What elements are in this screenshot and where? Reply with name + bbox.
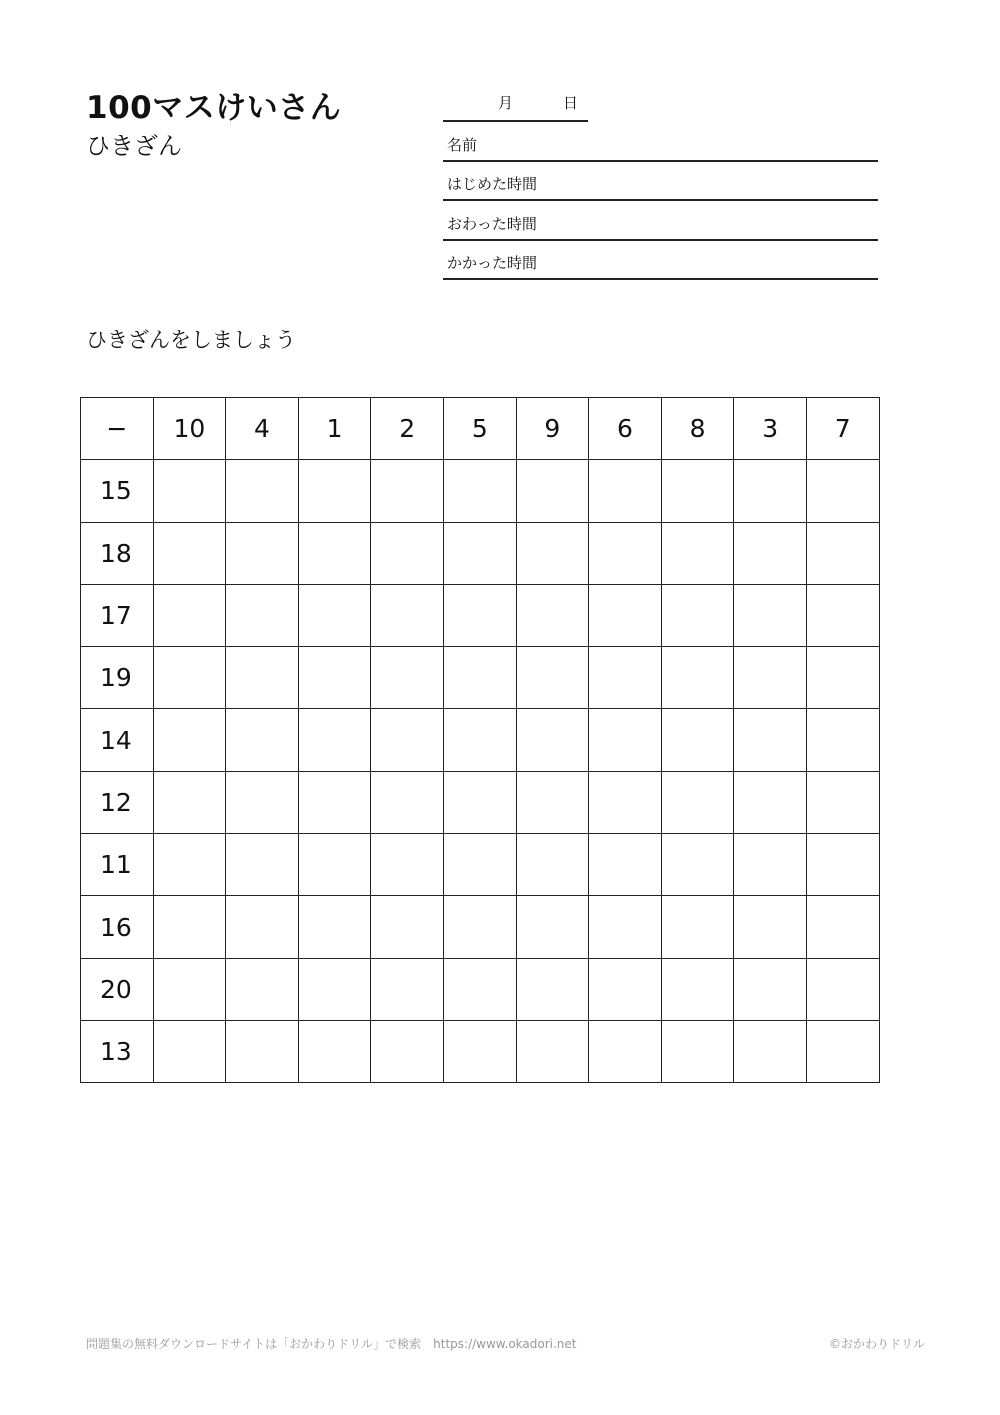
column-header-cell: 10	[153, 398, 226, 460]
row-header-cell: 15	[81, 460, 154, 522]
answer-cell[interactable]	[589, 522, 662, 584]
row-header-cell: 19	[81, 647, 154, 709]
grid-header-row	[81, 398, 880, 460]
row-header-cell: 17	[81, 584, 154, 646]
column-header-cell: 4	[226, 398, 299, 460]
answer-cell[interactable]	[806, 460, 879, 522]
date-field[interactable]	[443, 88, 588, 122]
grid-row	[81, 834, 880, 896]
answer-cell[interactable]	[443, 896, 516, 958]
answer-cell[interactable]	[806, 647, 879, 709]
answer-cell[interactable]	[226, 896, 299, 958]
answer-cell[interactable]	[371, 522, 444, 584]
answer-cell[interactable]	[443, 958, 516, 1020]
answer-cell[interactable]	[371, 958, 444, 1020]
answer-cell[interactable]	[589, 958, 662, 1020]
answer-cell[interactable]	[298, 460, 371, 522]
answer-cell[interactable]	[661, 771, 734, 833]
answer-cell[interactable]	[734, 958, 807, 1020]
answer-cell[interactable]	[443, 522, 516, 584]
answer-cell[interactable]	[589, 647, 662, 709]
answer-cell[interactable]	[153, 647, 226, 709]
answer-cell[interactable]	[806, 771, 879, 833]
answer-cell[interactable]	[226, 522, 299, 584]
name-field[interactable]	[443, 122, 878, 162]
answer-cell[interactable]	[298, 896, 371, 958]
answer-cell[interactable]	[661, 584, 734, 646]
answer-cell[interactable]	[226, 958, 299, 1020]
answer-cell[interactable]	[516, 584, 589, 646]
answer-cell[interactable]	[516, 958, 589, 1020]
answer-cell[interactable]	[661, 896, 734, 958]
answer-cell[interactable]	[298, 834, 371, 896]
elapsed-time-label: かかった時間	[447, 254, 538, 272]
answer-cell[interactable]	[516, 709, 589, 771]
grid-row	[81, 647, 880, 709]
column-header-cell: 3	[734, 398, 807, 460]
answer-cell[interactable]	[443, 647, 516, 709]
answer-cell[interactable]	[516, 896, 589, 958]
grid-row	[81, 584, 880, 646]
answer-cell[interactable]	[298, 522, 371, 584]
grid-row	[81, 896, 880, 958]
answer-cell[interactable]	[734, 834, 807, 896]
page-title: 100マスけいさん	[86, 90, 342, 126]
answer-cell[interactable]	[443, 584, 516, 646]
answer-cell[interactable]	[516, 834, 589, 896]
grid-row	[81, 522, 880, 584]
grid-row	[81, 771, 880, 833]
answer-cell[interactable]	[589, 584, 662, 646]
subtraction-grid	[80, 397, 880, 1083]
answer-cell[interactable]	[516, 522, 589, 584]
answer-cell[interactable]	[734, 1020, 807, 1082]
answer-cell[interactable]	[734, 771, 807, 833]
start-time-field[interactable]	[443, 161, 878, 201]
answer-cell[interactable]	[806, 584, 879, 646]
answer-cell[interactable]	[589, 771, 662, 833]
answer-cell[interactable]	[226, 709, 299, 771]
answer-cell[interactable]	[153, 584, 226, 646]
answer-cell[interactable]	[589, 834, 662, 896]
instruction-text: ひきざんをしましょう	[86, 328, 296, 352]
grid-row	[81, 709, 880, 771]
answer-cell[interactable]	[589, 896, 662, 958]
answer-cell[interactable]	[661, 647, 734, 709]
row-header-cell: 14	[81, 709, 154, 771]
end-time-label: おわった時間	[447, 215, 537, 233]
row-header-cell: 18	[81, 522, 154, 584]
answer-cell[interactable]	[806, 896, 879, 958]
answer-cell[interactable]	[226, 834, 299, 896]
elapsed-time-field[interactable]	[443, 240, 878, 280]
answer-cell[interactable]	[371, 1020, 444, 1082]
answer-cell[interactable]	[806, 522, 879, 584]
answer-cell[interactable]	[371, 584, 444, 646]
end-time-field[interactable]	[443, 201, 878, 241]
column-header-cell: 7	[806, 398, 879, 460]
answer-cell[interactable]	[298, 647, 371, 709]
answer-cell[interactable]	[516, 771, 589, 833]
answer-cell[interactable]	[734, 522, 807, 584]
answer-cell[interactable]	[661, 1020, 734, 1082]
column-header-cell: 9	[516, 398, 589, 460]
column-header-cell: 2	[371, 398, 444, 460]
answer-cell[interactable]	[298, 584, 371, 646]
answer-cell[interactable]	[443, 834, 516, 896]
answer-cell[interactable]	[443, 709, 516, 771]
answer-cell[interactable]	[661, 834, 734, 896]
answer-cell[interactable]	[806, 834, 879, 896]
grid-row	[81, 958, 880, 1020]
column-header-cell: 5	[443, 398, 516, 460]
answer-cell[interactable]	[661, 958, 734, 1020]
answer-cell[interactable]	[806, 709, 879, 771]
answer-cell[interactable]	[226, 647, 299, 709]
row-header-cell: 20	[81, 958, 154, 1020]
answer-cell[interactable]	[153, 958, 226, 1020]
answer-cell[interactable]	[443, 771, 516, 833]
answer-cell[interactable]	[371, 896, 444, 958]
row-header-cell: 16	[81, 896, 154, 958]
page-subtitle: ひきざん	[86, 132, 182, 160]
answer-cell[interactable]	[589, 460, 662, 522]
answer-cell[interactable]	[734, 460, 807, 522]
answer-cell[interactable]	[153, 834, 226, 896]
operator-cell: −	[81, 398, 154, 460]
column-header-cell: 8	[661, 398, 734, 460]
answer-cell[interactable]	[516, 1020, 589, 1082]
answer-cell[interactable]	[153, 522, 226, 584]
answer-cell[interactable]	[516, 647, 589, 709]
row-header-cell: 11	[81, 834, 154, 896]
answer-cell[interactable]	[153, 460, 226, 522]
answer-cell[interactable]	[153, 1020, 226, 1082]
answer-cell[interactable]	[734, 709, 807, 771]
answer-cell[interactable]	[153, 771, 226, 833]
answer-cell[interactable]	[226, 771, 299, 833]
answer-cell[interactable]	[734, 647, 807, 709]
row-header-cell: 12	[81, 771, 154, 833]
row-header-cell: 13	[81, 1020, 154, 1082]
answer-cell[interactable]	[516, 460, 589, 522]
answer-cell[interactable]	[371, 771, 444, 833]
grid-row	[81, 1020, 880, 1082]
footer-copyright: ©おかわりドリル	[828, 1337, 925, 1351]
answer-cell[interactable]	[806, 1020, 879, 1082]
answer-cell[interactable]	[443, 460, 516, 522]
answer-cell[interactable]	[371, 709, 444, 771]
grid-row	[81, 460, 880, 522]
answer-cell[interactable]	[153, 709, 226, 771]
name-label: 名前	[447, 136, 478, 154]
answer-cell[interactable]	[806, 958, 879, 1020]
answer-cell[interactable]	[226, 460, 299, 522]
answer-cell[interactable]	[371, 460, 444, 522]
answer-cell[interactable]	[371, 647, 444, 709]
answer-cell[interactable]	[734, 896, 807, 958]
answer-cell[interactable]	[589, 1020, 662, 1082]
answer-cell[interactable]	[298, 1020, 371, 1082]
answer-cell[interactable]	[226, 1020, 299, 1082]
answer-cell[interactable]	[734, 584, 807, 646]
answer-cell[interactable]	[298, 709, 371, 771]
answer-cell[interactable]	[298, 771, 371, 833]
answer-cell[interactable]	[443, 1020, 516, 1082]
answer-cell[interactable]	[661, 522, 734, 584]
month-label: 月	[498, 94, 514, 112]
answer-cell[interactable]	[589, 709, 662, 771]
day-label: 日	[563, 94, 579, 112]
answer-cell[interactable]	[153, 896, 226, 958]
column-header-cell: 6	[589, 398, 662, 460]
answer-cell[interactable]	[371, 834, 444, 896]
start-time-label: はじめた時間	[447, 175, 538, 193]
footer-download-note: 問題集の無料ダウンロードサイトは「おかわりドリル」で検索 https://www.okadori.net	[86, 1337, 577, 1351]
answer-cell[interactable]	[298, 958, 371, 1020]
answer-cell[interactable]	[661, 460, 734, 522]
column-header-cell: 1	[298, 398, 371, 460]
answer-cell[interactable]	[661, 709, 734, 771]
answer-cell[interactable]	[226, 584, 299, 646]
